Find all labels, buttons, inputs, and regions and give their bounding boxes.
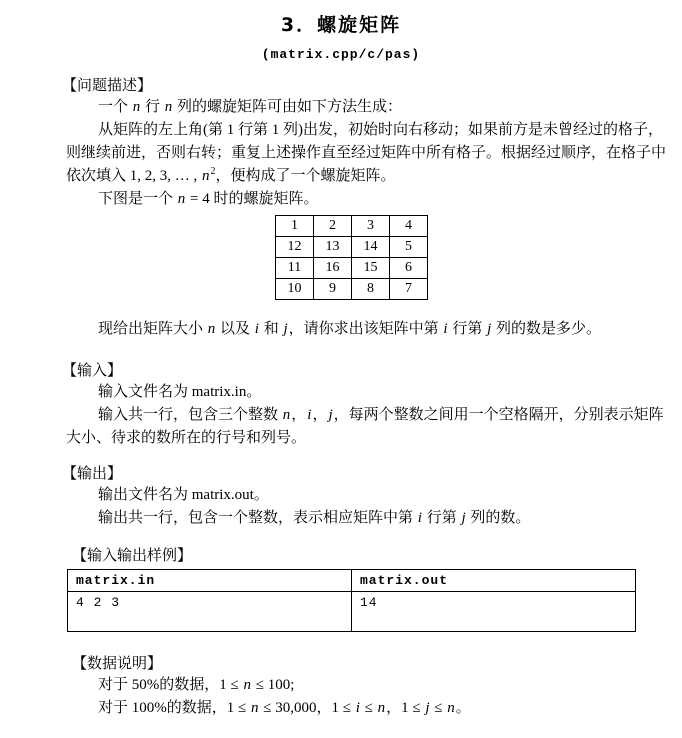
sample-io-header-row: [68, 570, 636, 592]
variable-name: n: [447, 700, 455, 716]
problem-line: [66, 165, 644, 188]
spiral-matrix-table: [275, 215, 428, 300]
text-segment: 从矩阵的左上角(第 1 行第 1 列)出发，初始时向右移动；如果前方是未曾经过的格子，: [98, 122, 663, 138]
sample-input-value: 4 2 3: [68, 592, 352, 632]
matrix-cell: 4: [390, 216, 428, 237]
text-segment: ，请你求出该矩阵中第: [288, 321, 443, 337]
output-line: [66, 484, 644, 507]
variable-name: i: [254, 321, 259, 337]
variable-name: i: [355, 700, 360, 716]
matrix-row: [276, 216, 428, 237]
spiral-matrix-body: [276, 216, 428, 300]
matrix-cell: 8: [352, 279, 390, 300]
matrix-cell: 1: [276, 216, 314, 237]
data-note-line: [66, 674, 644, 697]
problem-line: [66, 188, 644, 211]
data-note-line: [66, 697, 644, 720]
problem-line: [66, 318, 644, 341]
text-segment: 对于 50%的数据，1 ≤: [98, 677, 243, 693]
input-line: [66, 427, 644, 450]
text-segment: 列的螺旋矩阵可由如下方法生成：: [173, 99, 403, 115]
problem-line: [66, 96, 644, 119]
text-segment: ≤: [360, 700, 377, 716]
text-segment: 输出共一行，包含一个整数，表示相应矩阵中第: [98, 510, 417, 526]
text-segment: 和: [259, 321, 283, 337]
variable-name: n: [177, 191, 186, 207]
variable-name: i: [443, 321, 448, 337]
matrix-cell: 6: [390, 258, 428, 279]
matrix-cell: 15: [352, 258, 390, 279]
section-heading-output: 【输出】: [62, 466, 123, 482]
text-segment: 则继续前进，否则右转；重复上述操作直至经过矩阵中所有格子。根据经过顺序，在格子中: [66, 145, 667, 161]
text-segment: 列的数。: [466, 510, 531, 526]
section-heading-problem-description: 【问题描述】: [62, 78, 153, 94]
matrix-cell: 14: [352, 237, 390, 258]
problem-line: [66, 142, 667, 165]
sample-io-data-row: [68, 592, 636, 632]
text-segment: ，便构成了一个螺旋矩阵。: [215, 168, 396, 184]
text-segment: ≤ 100;: [251, 677, 295, 693]
section-heading-input: 【输入】: [62, 363, 123, 379]
variable-name: n: [132, 99, 141, 115]
variable-name: n: [202, 168, 210, 184]
matrix-row: [276, 237, 428, 258]
variable-name: i: [417, 510, 422, 526]
variable-name: n: [164, 99, 173, 115]
sample-input-header: matrix.in: [68, 570, 352, 592]
matrix-cell: 13: [314, 237, 352, 258]
sample-io-table: [67, 569, 636, 632]
matrix-cell: 12: [276, 237, 314, 258]
matrix-cell: 11: [276, 258, 314, 279]
text-segment: 输入文件名为 matrix.in。: [98, 384, 262, 400]
variable-name: i: [307, 407, 312, 423]
output-line: [66, 507, 644, 530]
text-segment: 输入共一行，包含三个整数: [98, 407, 282, 423]
variable-name: n: [207, 321, 216, 337]
matrix-cell: 9: [314, 279, 352, 300]
text-segment: ，: [312, 407, 328, 423]
input-line: [66, 404, 664, 427]
text-segment: 行第: [422, 510, 461, 526]
variable-name: n: [282, 407, 291, 423]
variable-name: j: [487, 321, 492, 337]
text-segment: 。: [455, 700, 471, 716]
text-segment: 行: [141, 99, 164, 115]
text-segment: 现给出矩阵大小: [98, 321, 207, 337]
matrix-cell: 5: [390, 237, 428, 258]
text-segment: = 4 时的螺旋矩阵。: [186, 191, 319, 207]
matrix-row: [276, 279, 428, 300]
text-segment: 依次填入 1, 2, 3, … ,: [66, 168, 202, 184]
source-filename-subtitle: (matrix.cpp/c/pas): [261, 47, 421, 62]
text-segment: 一个: [98, 99, 132, 115]
text-segment: 下图是一个: [98, 191, 177, 207]
input-line: [66, 381, 644, 404]
text-segment: 大小、待求的数所在的行号和列号。: [66, 430, 307, 446]
variable-name: j: [328, 407, 333, 423]
matrix-cell: 16: [314, 258, 352, 279]
text-segment: ≤: [430, 700, 447, 716]
variable-name: n: [377, 700, 386, 716]
text-segment: 列的数是多少。: [492, 321, 602, 337]
variable-name: j: [461, 510, 466, 526]
matrix-cell: 3: [352, 216, 390, 237]
text-segment: ，1 ≤: [386, 700, 425, 716]
superscript-text: 2: [210, 166, 216, 177]
matrix-row: [276, 258, 428, 279]
matrix-cell: 10: [276, 279, 314, 300]
problem-line: [66, 119, 663, 142]
text-segment: ≤ 30,000，1 ≤: [259, 700, 355, 716]
sample-output-value: 14: [352, 592, 636, 632]
text-segment: ，每两个整数之间用一个空格隔开，分别表示矩阵: [333, 407, 664, 423]
text-segment: 以及: [216, 321, 254, 337]
matrix-cell: 2: [314, 216, 352, 237]
problem-title: 3．螺旋矩阵: [280, 14, 402, 36]
sample-output-header: matrix.out: [352, 570, 636, 592]
section-heading-data-note: 【数据说明】: [72, 656, 163, 672]
variable-name: j: [425, 700, 430, 716]
text-segment: 行第: [448, 321, 487, 337]
text-segment: 对于 100%的数据，1 ≤: [98, 700, 250, 716]
section-heading-sample-io: 【输入输出样例】: [72, 548, 193, 564]
text-segment: 输出文件名为 matrix.out。: [98, 487, 269, 503]
variable-name: n: [243, 677, 251, 693]
variable-name: j: [283, 321, 288, 337]
matrix-cell: 7: [390, 279, 428, 300]
text-segment: ，: [291, 407, 307, 423]
variable-name: n: [250, 700, 259, 716]
